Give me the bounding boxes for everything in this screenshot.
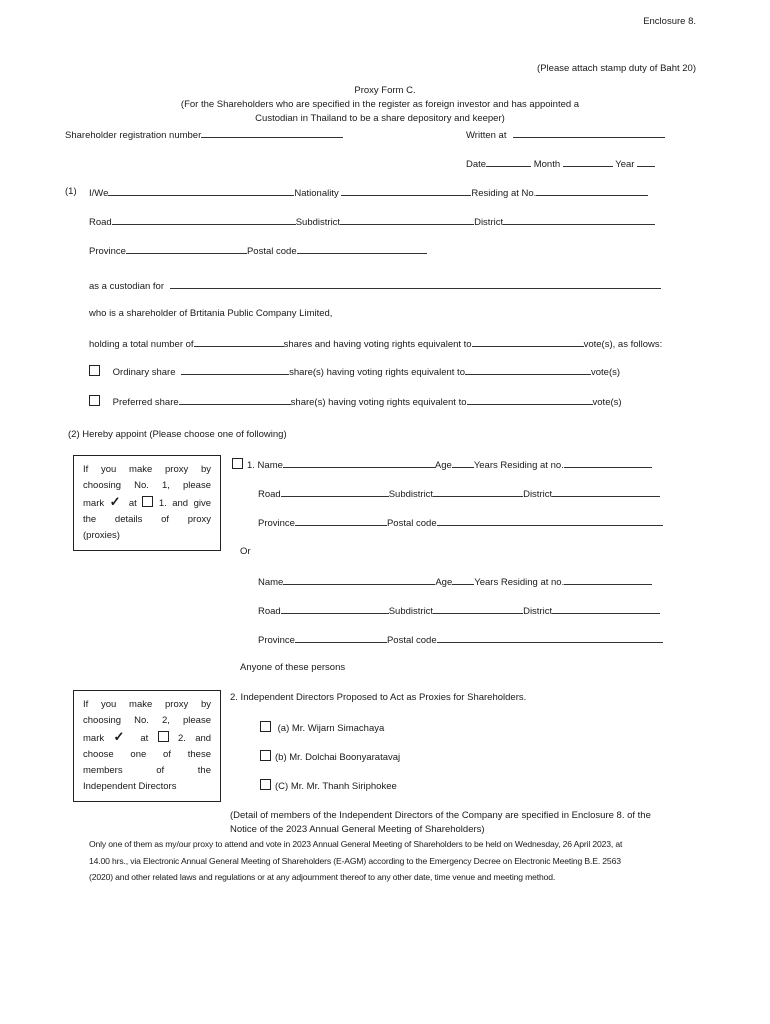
year-label: Year — [615, 159, 635, 170]
instruction-box-1-text — [83, 462, 211, 544]
custodian-field[interactable] — [170, 279, 661, 289]
box2-line5: members of the — [83, 765, 211, 776]
option-1-name-label: 1. Name — [247, 460, 283, 471]
proxy2-district-label: District — [523, 606, 553, 617]
proxy2-residing-field[interactable] — [564, 575, 652, 585]
proxy2-subdistrict-label: Subdistrict — [388, 606, 434, 617]
box1-checkbox-icon — [142, 496, 153, 507]
nationality-field[interactable] — [341, 186, 471, 196]
checkmark-icon: ✓ — [109, 494, 124, 509]
proxy1-road-field[interactable] — [281, 487, 389, 497]
proxy2-road-row — [258, 604, 660, 617]
director-b-row — [260, 750, 400, 763]
proxy2-province-label: Province — [258, 635, 295, 646]
proxy1-district-label: District — [523, 489, 553, 500]
custodian-label: as a custodian for — [89, 281, 164, 292]
residing-field[interactable] — [536, 186, 648, 196]
proxy1-age-label: Age — [434, 460, 452, 471]
proxy1-road-label: Road — [258, 489, 281, 500]
detail-note-2: Notice of the 2023 Annual General Meeting of Shareholders) — [230, 824, 485, 835]
proxy2-age-field[interactable] — [452, 575, 474, 585]
director-a-label: (a) Mr. Wijarn Simachaya — [277, 723, 385, 734]
or-label: Or — [240, 546, 251, 557]
form-subtitle-2: Custodian in Thailand to be a share depository and keeper) — [255, 113, 505, 124]
stamp-duty-note: (Please attach stamp duty of Baht 20) — [537, 63, 696, 74]
proxy1-residing-field[interactable] — [564, 458, 652, 468]
road-label: Road — [89, 217, 112, 228]
proxy1-postal-field[interactable] — [437, 516, 663, 526]
form-title: Proxy Form C. — [354, 85, 416, 96]
box1-mark-label: mark — [83, 498, 105, 509]
nationality-label: Nationality — [294, 188, 339, 199]
box2-option-label: 2. and — [177, 733, 212, 744]
preferred-share-mid-label: share(s) having voting rights equivalent to — [290, 397, 467, 408]
registration-label: Shareholder registration number — [65, 130, 202, 141]
box1-line5: (proxies) — [83, 530, 120, 541]
month-field[interactable] — [563, 157, 613, 167]
box2-line4: choose one of these — [83, 749, 211, 760]
holding-mid-label: shares and having voting rights equivalent to — [283, 339, 472, 350]
box1-line1: If you make proxy by — [83, 464, 211, 475]
date-row — [466, 157, 655, 170]
date-label: Date — [466, 159, 487, 170]
box1-at-label: at — [128, 498, 137, 509]
proxy1-name-field[interactable] — [283, 458, 435, 468]
proxy2-name-row — [258, 575, 652, 588]
closing-line-2: 14.00 hrs., via Electronic Annual General Meeting of Shareholders (E-AGM) according to the Emergency Decree on Electronic Meeting B.E. 2563 — [89, 855, 621, 866]
year-field[interactable] — [637, 157, 655, 167]
preferred-share-row — [89, 395, 622, 408]
ordinary-share-field[interactable] — [181, 365, 289, 375]
district-label: District — [474, 217, 504, 228]
preferred-vote-suffix: vote(s) — [592, 397, 622, 408]
proxy1-postal-label: Postal code — [386, 518, 437, 529]
option-2-heading: 2. Independent Directors Proposed to Act as Proxies for Shareholders. — [230, 692, 527, 703]
proxy1-district-field[interactable] — [552, 487, 660, 497]
month-label: Month — [533, 159, 561, 170]
director-c-checkbox[interactable] — [260, 779, 271, 790]
proxy2-name-label: Name — [258, 577, 284, 588]
total-shares-field[interactable] — [194, 337, 284, 347]
director-b-label: (b) Mr. Dolchai Boonyaratavaj — [275, 752, 401, 763]
closing-line-3: (2020) and other related laws and regulations or at any adjournment thereof to any other date, time venue and meeting method. — [89, 872, 556, 882]
road-row — [89, 215, 655, 228]
box1-option-label: 1. and give — [158, 498, 212, 509]
road-field[interactable] — [112, 215, 296, 225]
ordinary-share-mid-label: share(s) having voting rights equivalent to — [289, 367, 465, 378]
preferred-share-label: Preferred share — [112, 397, 179, 408]
holding-suffix-label: vote(s), as follows: — [583, 339, 663, 350]
registration-row — [65, 128, 343, 141]
closing-paragraph — [89, 836, 622, 886]
residing-label: Residing at No. — [471, 188, 537, 199]
closing-line-1: Only one of them as my/our proxy to attend and vote in 2023 Annual General Meeting of Shareholders to be held on Wednesday, 26 April 2023, at — [89, 839, 623, 849]
province-row — [89, 244, 427, 257]
date-field[interactable] — [486, 157, 531, 167]
instruction-box-2-text — [83, 697, 211, 795]
form-subtitle-1: (For the Shareholders who are specified in the register as foreign investor and has appointed a — [180, 99, 580, 110]
section-1-number: (1) — [65, 186, 77, 197]
proxy2-postal-field[interactable] — [437, 633, 663, 643]
director-c-label: (C) Mr. Mr. Thanh Siriphokee — [275, 781, 397, 792]
proxy1-province-field[interactable] — [295, 516, 387, 526]
preferred-share-checkbox[interactable] — [89, 395, 100, 406]
iwe-row — [89, 186, 648, 199]
shareholder-row — [89, 308, 332, 319]
director-c-row — [260, 779, 397, 792]
subdistrict-field[interactable] — [340, 215, 474, 225]
proxy1-subdistrict-label: Subdistrict — [388, 489, 434, 500]
registration-field[interactable] — [201, 128, 343, 138]
proxy2-postal-label: Postal code — [386, 635, 437, 646]
box2-line6: Independent Directors — [83, 781, 177, 792]
box2-line3 — [83, 729, 211, 747]
checkmark-icon: ✓ — [113, 729, 132, 744]
ordinary-vote-suffix: vote(s) — [590, 367, 621, 378]
holding-row — [89, 337, 662, 350]
province-field[interactable] — [126, 244, 247, 254]
section-2-heading: (2) Hereby appoint (Please choose one of following) — [68, 429, 287, 440]
total-votes-field[interactable] — [472, 337, 584, 347]
proxy2-age-label: Age — [435, 577, 453, 588]
box2-checkbox-icon — [158, 731, 169, 742]
written-at-row — [466, 128, 665, 141]
postal-field[interactable] — [297, 244, 427, 254]
preferred-share-field[interactable] — [179, 395, 291, 405]
box1-line3 — [83, 494, 211, 512]
written-at-field[interactable] — [513, 128, 665, 138]
box2-line1: If you make proxy by — [83, 699, 211, 710]
option-1-checkbox[interactable] — [232, 458, 243, 469]
iwe-field[interactable] — [108, 186, 294, 196]
option-1-row — [232, 458, 652, 471]
proxy2-subdistrict-field[interactable] — [433, 604, 523, 614]
ordinary-share-row — [89, 365, 620, 378]
province-label: Province — [89, 246, 126, 257]
custodian-row — [89, 279, 661, 292]
director-a-row — [260, 721, 384, 734]
director-a-checkbox[interactable] — [260, 721, 271, 732]
district-field[interactable] — [503, 215, 655, 225]
proxy1-age-field[interactable] — [452, 458, 474, 468]
proxy1-road-row — [258, 487, 660, 500]
box2-line2: choosing No. 2, please — [83, 715, 211, 726]
box1-line4: the details of proxy — [83, 514, 211, 525]
detail-note-1: (Detail of members of the Independent Directors of the Company are specified in Enclosure 8. of the — [230, 810, 651, 821]
holding-label: holding a total number of — [89, 339, 194, 350]
proxy1-province-label: Province — [258, 518, 295, 529]
proxy2-road-label: Road — [258, 606, 281, 617]
enclosure-label: Enclosure 8. — [643, 16, 696, 27]
proxy2-district-field[interactable] — [552, 604, 660, 614]
postal-label: Postal code — [246, 246, 297, 257]
box1-line2: choosing No. 1, please — [83, 480, 211, 491]
proxy2-residing-label: Years Residing at no. — [474, 577, 565, 588]
written-at-label: Written at — [466, 130, 507, 141]
proxy1-residing-label: Years Residing at no. — [473, 460, 564, 471]
proxy2-name-field[interactable] — [283, 575, 435, 585]
preferred-votes-field[interactable] — [467, 395, 593, 405]
proxy2-road-field[interactable] — [281, 604, 389, 614]
ordinary-votes-field[interactable] — [465, 365, 591, 375]
iwe-label: I/We — [89, 188, 109, 199]
proxy2-province-row — [258, 633, 663, 646]
director-b-checkbox[interactable] — [260, 750, 271, 761]
proxy2-province-field[interactable] — [295, 633, 387, 643]
subdistrict-label: Subdistrict — [295, 217, 341, 228]
ordinary-share-checkbox[interactable] — [89, 365, 100, 376]
shareholder-of-label: who is a shareholder of — [89, 308, 188, 319]
ordinary-share-label: Ordinary share — [112, 367, 176, 378]
company-name: Brtitania Public Company Limited, — [189, 308, 333, 319]
proxy1-province-row — [258, 516, 663, 529]
box2-at-label: at — [140, 733, 149, 744]
anyone-label: Anyone of these persons — [240, 662, 346, 673]
proxy1-subdistrict-field[interactable] — [433, 487, 523, 497]
box2-mark-label: mark — [83, 733, 105, 744]
